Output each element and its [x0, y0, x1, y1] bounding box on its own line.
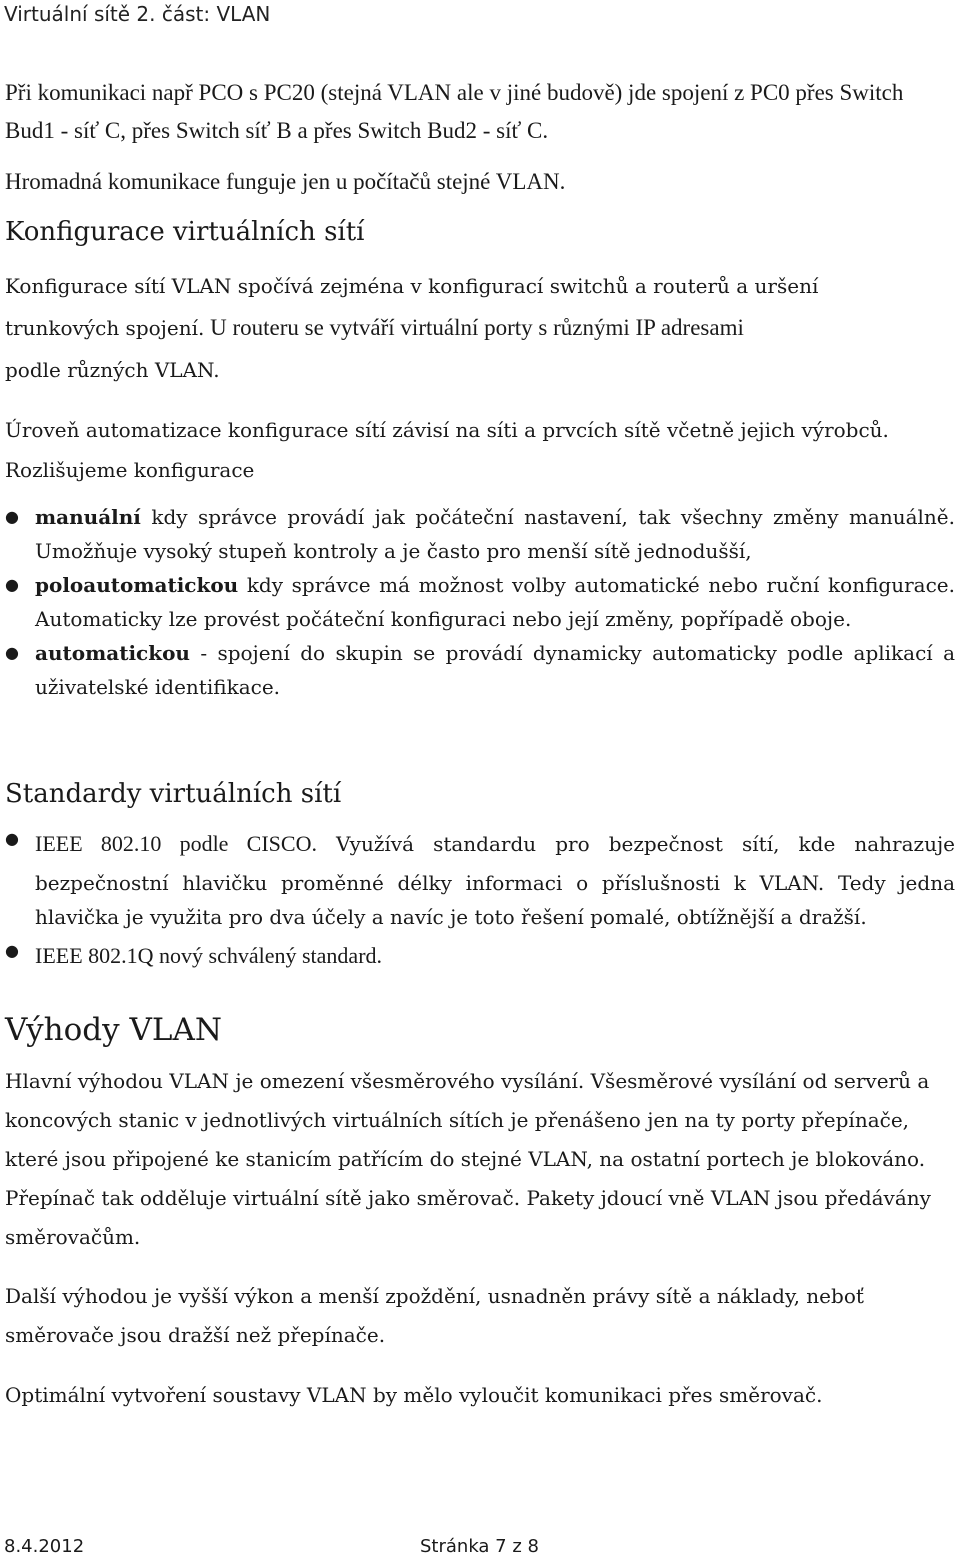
- page-footer: [4, 1536, 954, 1557]
- intro-paragraph: Při komunikaci např PCO s PC20 (stejná VLAN ale v jiné budově) jde spojení z PC0 přes Switch Bud1 - síť C, přes Switch síť B a přes Switch Bud2 - síť C.: [5, 80, 904, 143]
- section-heading-advantages: Výhody VLAN: [5, 1012, 222, 1048]
- config-text-d: podle různých VLAN.: [5, 358, 220, 382]
- list-item: [5, 636, 955, 704]
- standards-list: [5, 822, 955, 978]
- bullet-dot-icon: ●: [5, 575, 19, 594]
- list-item: [5, 568, 955, 636]
- list-item-text: - spojení do skupin se provádí dynamicky automaticky podle aplikací a uživatelské identifikace.: [35, 641, 955, 699]
- footer-page-number: Stránka 7 z 8: [420, 1536, 539, 1557]
- list-item: [5, 500, 955, 568]
- list-item-term: poloautomatickou: [35, 573, 239, 597]
- advantages-paragraph-2: Další výhodou je vyšší výkon a menší zpoždění, usnadněn právy sítě a náklady, neboť směrovače jsou dražší než přepínače.: [5, 1284, 864, 1347]
- standard-lead: IEEE 802.1Q nový schválený standard.: [35, 943, 383, 968]
- list-item: [5, 934, 955, 978]
- page-content: [5, 74, 955, 1415]
- list-item-text: kdy správce provádí jak počáteční nastavení, tak všechny změny manuálně. Umožňuje vysoký stupeň kontroly a je často pro menší sítě jednodušší,: [35, 505, 955, 563]
- section-heading-configuration: Konfigurace virtuálních sítí: [5, 217, 365, 247]
- config-text-b: trunkových spojení.: [5, 316, 205, 340]
- standard-text: Využívá standardu pro bezpečnost sítí, kde nahrazuje bezpečnostní hlavičku proměnné délky informaci o příslušnosti k VLAN. Tedy jedna hlavička je využita pro dva účely a navíc je toto řešení pomalé, obtížnější a dražší.: [35, 832, 955, 929]
- list-item-term: automatickou: [35, 641, 190, 665]
- automation-paragraph: Úroveň automatizace konfigurace sítí závisí na síti a prvcích sítě včetně jejich výrobců. Rozlišujeme konfigurace: [5, 418, 889, 482]
- list-item-term: manuální: [35, 505, 141, 529]
- config-paragraph: [5, 266, 955, 390]
- config-text-c: U routeru se vytváří virtuální porty s různými IP adresami: [204, 315, 744, 340]
- footer-date: 8.4.2012: [4, 1536, 85, 1557]
- bullet-dot-icon: ●: [5, 643, 19, 662]
- bullet-dot-icon: ●: [5, 829, 19, 848]
- list-item: [5, 822, 955, 934]
- intro-paragraph-2: Hromadná komunikace funguje jen u počítačů stejné VLAN.: [5, 169, 566, 194]
- bullet-dot-icon: ●: [5, 507, 19, 526]
- config-types-list: [5, 500, 955, 704]
- section-heading-standards: Standardy virtuálních sítí: [5, 779, 342, 809]
- advantages-paragraph: Hlavní výhodou VLAN je omezení všesměrového vysílání. Všesměrové vysílání od serverů a koncových stanic v jednotlivých virtuálních sítích je přenášeno jen na ty porty přepínače, které jsou připojené ke stanicím patřícím do stejné VLAN, na ostatní portech je blokováno. Přepínač tak odděluje virtuální sítě jako směrovač. Pakety jdoucí vně VLAN jsou předávány směrovačům.: [5, 1069, 931, 1249]
- running-header: Virtuální sítě 2. část: VLAN: [4, 2, 271, 26]
- config-text-a: Konfigurace sítí VLAN spočívá zejména v konfigurací switchů a routerů a uršení: [5, 274, 819, 298]
- standard-lead: IEEE 802.10 podle CISCO.: [35, 831, 317, 856]
- list-item-text: kdy správce má možnost volby automatické nebo ruční konfigurace. Automaticky lze provést počáteční konfiguraci nebo její změny, popřípadě oboje.: [35, 573, 955, 631]
- bullet-dot-icon: ●: [5, 941, 19, 960]
- advantages-paragraph-3: Optimální vytvoření soustavy VLAN by mělo vyloučit komunikaci přes směrovač.: [5, 1383, 823, 1407]
